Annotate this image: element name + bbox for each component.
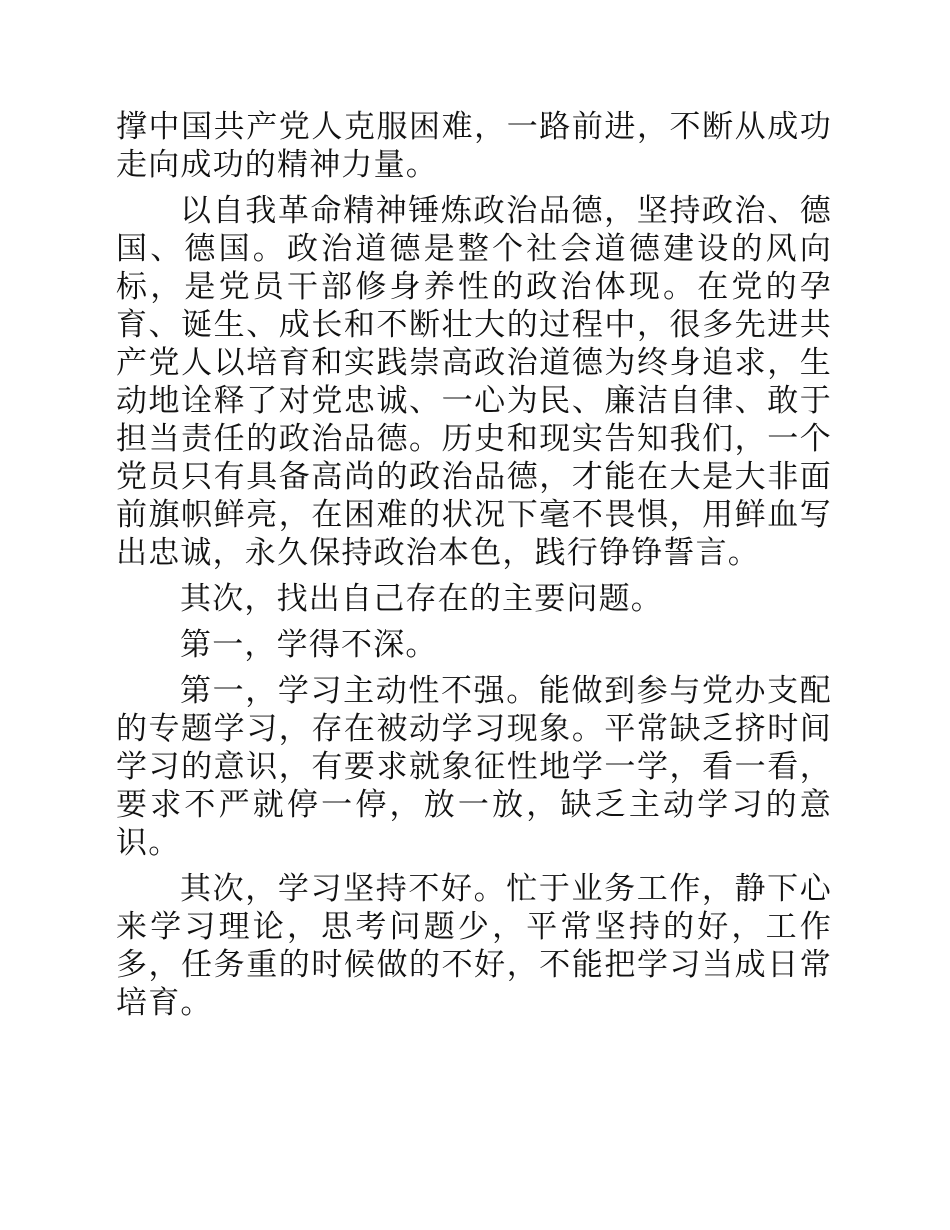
paragraph-continuation: 撑中国共产党人克服困难，一路前进，不断从成功走向成功的精神力量。	[116, 109, 832, 183]
paragraph-find-problems: 其次，找出自己存在的主要问题。	[180, 581, 663, 617]
paragraph-heading-not-deep: 第一，学得不深。	[180, 627, 438, 663]
paragraph-persistence: 其次，学习坚持不好。忙于业务工作，静下心来学习理论，思考问题少，平常坚持的好，工作多，任务重的时候做的不好，不能把学习当成日常培育。	[116, 871, 832, 1021]
paragraph-political-morality: 以自我革命精神锤炼政治品德，坚持政治、德国、德国。政治道德是整个社会道德建设的风向标，是党员干部修身养性的政治体现。在党的孕育、诞生、成长和不断壮大的过程中，很多先进共产党人以培育和实践崇高政治道德为终身追求，生动地诠释了对党忠诚、一心为民、廉洁自律、敢于担当责任的政治品德。历史和现实告知我们，一个党员只有具备高尚的政治品德，才能在大是大非面前旗帜鲜亮，在困难的状况下毫不畏惧，用鲜血写出忠诚，永久保持政治本色，践行铮铮誓言。	[116, 193, 832, 571]
document-page	[116, 108, 832, 1030]
paragraph-initiative: 第一，学习主动性不强。能做到参与党办支配的专题学习，存在被动学习现象。平常缺乏挤时间学习的意识，有要求就象征性地学一学，看一看，要求不严就停一停，放一放，缺乏主动学习的意识。	[116, 673, 832, 861]
